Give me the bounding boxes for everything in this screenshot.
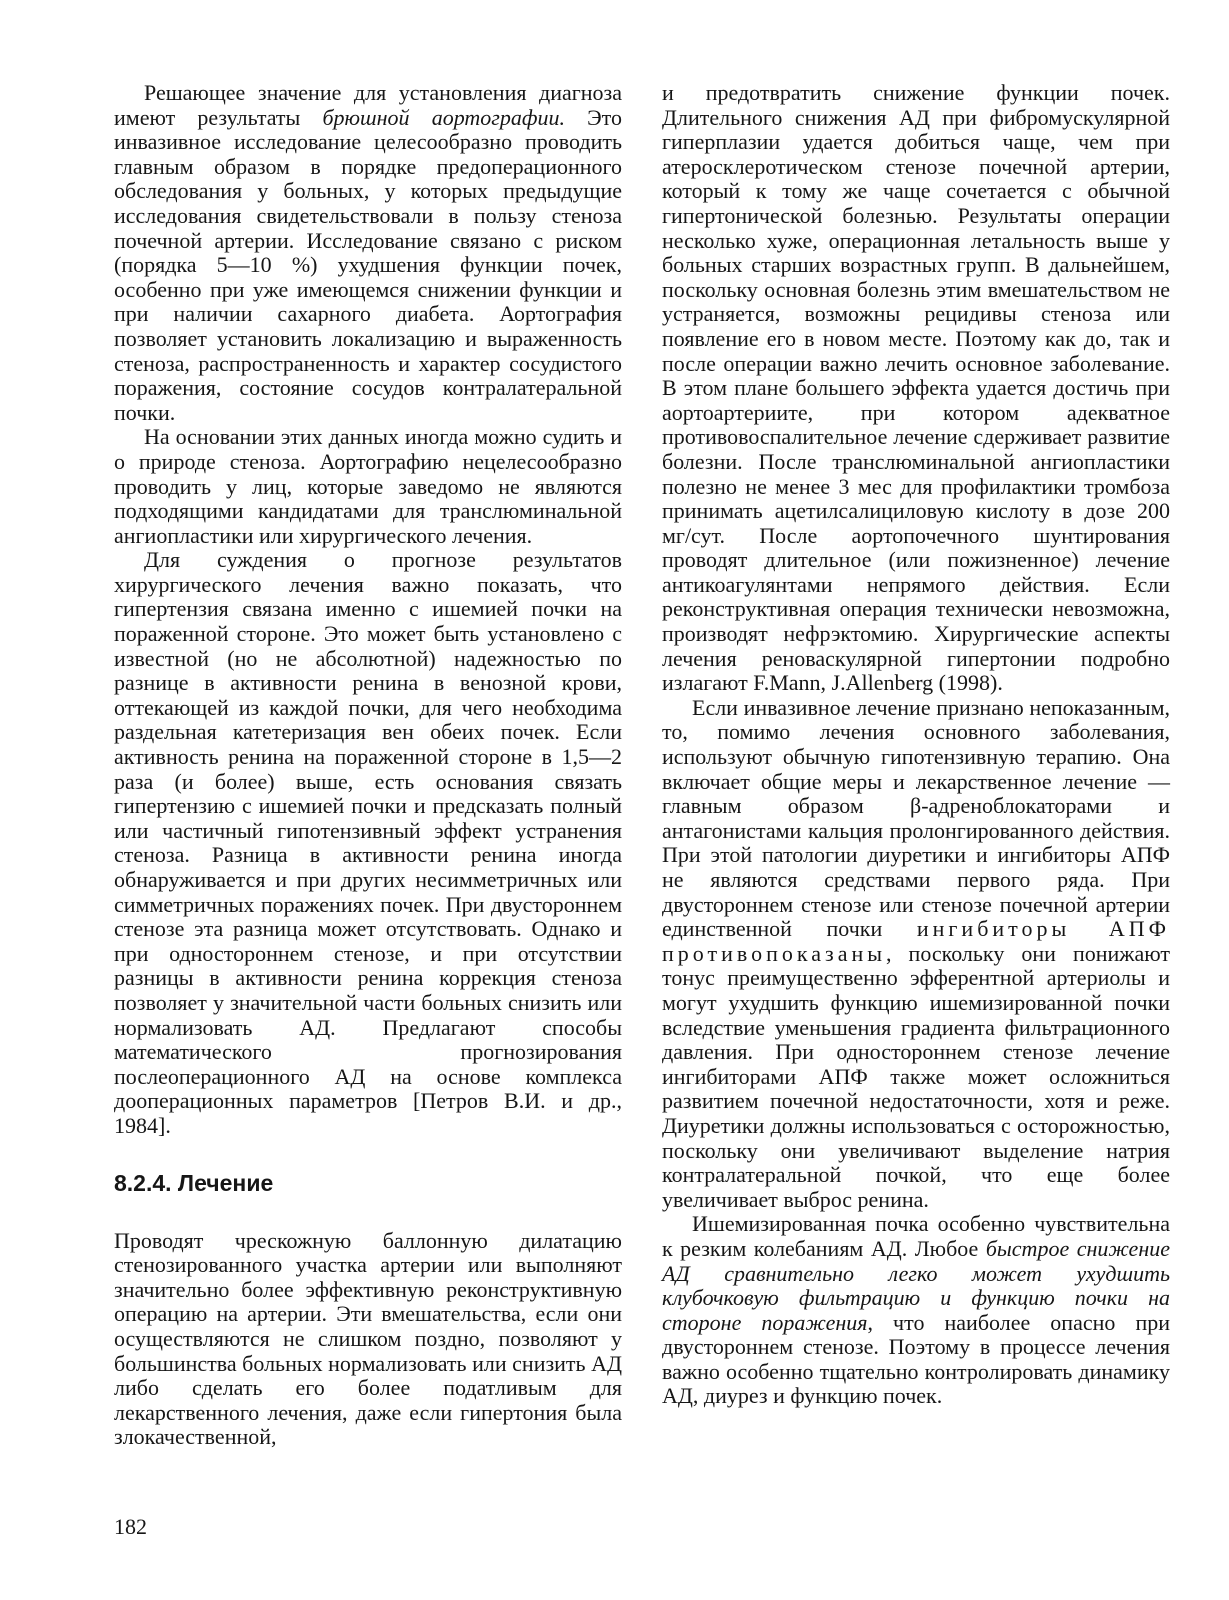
section-heading: 8.2.4. Лечение [114,1169,274,1196]
paragraph-ischemic-kidney [662,1212,1170,1409]
paragraph-aortography [114,81,622,425]
emphasis-text: быстрое снижение АД сравнительно легко может ухудшить клубочковую фильтрацию и функцию почки на стороне поражения [662,1235,1170,1335]
paragraph-text: , что наиболее опасно при двустороннем стенозе. Поэтому в процессе лечения важно особенно тщательно контролировать динамику АД, диурез и функцию почек. [662,1309,1170,1409]
emphasis-text: брюшной аортографии. [322,104,565,130]
paragraph-text: Ишемизированная почка особенно чувствительна к резким колебаниям АД. Любое [662,1211,1170,1261]
paragraph-continuation: и предотвратить снижение функции почек. Длительного снижения АД при фибромускулярной гиперплазии удается добиться чаще, чем при атеросклеротическом стенозе почечной артерии, который к тому же чаще сочетается с обычной гипертонической болезнью. Результаты операции несколько хуже, операционная летальность выше у больных старших возрастных групп. В дальнейшем, поскольку основная болезнь этим вмешательством не устраняется, возможны рецидивы стеноза или появление его в новом месте. Поэтому как до, так и после операции важно лечить основное заболевание. В этом плане большего эффекта удается достичь при аортоартериите, при котором адекватное противовоспалительное лечение сдерживает развитие болезни. После транслюминальной ангиопластики полезно не менее 3 мес для профилактики тромбоза принимать ацетилсалициловую кислоту в дозе 200 мг/сут. После аортопочечного шунтирования проводят длительное (или пожизненное) лечение антикоагулянтами непрямого действия. Если реконструктивная операция технически невозможна, производят нефрэктомию. Хирургические аспекты лечения реноваскулярной гипертонии подробно излагают F.Mann, J.Allenberg (1998). [662,80,1170,696]
paragraph-text: Если инвазивное лечение признано непоказанным, то, помимо лечения основного заболевания, используют обычную гипотензивную терапию. Она включает общие меры и лекарственное лечение — главным образом β-адреноблокаторами и антагонистами кальция пролонгированного действия. При этой патологии диуретики и ингибиторы АПФ не являются средствами первого ряда. При двустороннем стенозе или стенозе почечной артерии единственной почки [662,694,1170,942]
paragraph-text: Решающее значение для установления диагноза имеют результаты [114,80,622,130]
paragraph-prognosis: Для суждения о прогнозе результатов хирургического лечения важно показать, что гипертензия связана именно с ишемией почки на пораженной стороне. Это может быть установлено с известной (но не абсолютной) надежностью по разнице в активности ренина в венозной крови, оттекающей из каждой почки, для чего необходима раздельная катетеризация вен обеих почек. Если активность ренина на пораженной стороне в 1,5—2 раза (и более) выше, есть основания связать гипертензию с ишемией почки и предсказать полный или частичный гипотензивный эффект устранения стеноза. Разница в активности ренина иногда обнаруживается и при других несимметричных или симметричных поражениях почек. При двустороннем стенозе эта разница может отсутствовать. Однако и при одностороннем стенозе, и при отсутствии разницы в активности ренина коррекция стеноза позволяет у значительной части больных снизить или нормализовать АД. Предлагают способы математического прогнозирования послеоперационного АД на основе комплекса дооперационных параметров [Петров В.И. и др., 1984]. [114,547,622,1138]
paragraph-treatment: Проводят чрескожную баллонную дилатацию стенозированного участка артерии или выполняют значительно более эффективную реконструктивную операцию на артерии. Эти вмешательства, если они осуществляются не слишком поздно, позволяют у большинства больных нормализовать или снизить АД либо сделать его более податливым для лекарственного лечения, даже если гипертония была злокачественной, [114,1227,622,1450]
paragraph-text: , поскольку они понижают тонус преимущественно эфферентной артериолы и могут ухудшить функцию ишемизированной почки вследствие уменьшения градиента фильтрационного давления. При одностороннем стенозе лечение ингибиторами АПФ также может осложниться развитием почечной недостаточности, хотя и реже. Диуретики должны использоваться с осторожностью, поскольку они увеличивают выделение натрия контралатеральной почкой, что еще более увеличивает выброс ренина. [662,940,1170,1212]
spaced-emphasis-text: ингибиторы АПФ противопоказаны [662,916,1170,966]
paragraph-drug-therapy [662,696,1170,1212]
paragraph-stenosis-nature: На основании этих данных иногда можно судить и о природе стеноза. Аортографию нецелесообразно проводить у лиц, которые заведомо не являются подходящими кандидатами для транслюминальной ангиопластики или хирургического лечения. [114,424,622,548]
page-number: 182 [114,1514,147,1539]
paragraph-text: Это инвазивное исследование целесообразно проводить главным образом в порядке предоперационного обследования у больных, у которых предыдущие исследования свидетельствовали в пользу стеноза почечной артерии. Исследование связано с риском (порядка 5—10 %) ухудшения функции почек, особенно при уже имеющемся снижении функции и при наличии сахарного диабета. Аортография позволяет установить локализацию и выраженность стеноза, распространенность и характер сосудистого поражения, состояние сосудов контралатеральной почки. [114,104,622,425]
right-column [662,81,1170,1409]
left-column [114,81,622,1450]
